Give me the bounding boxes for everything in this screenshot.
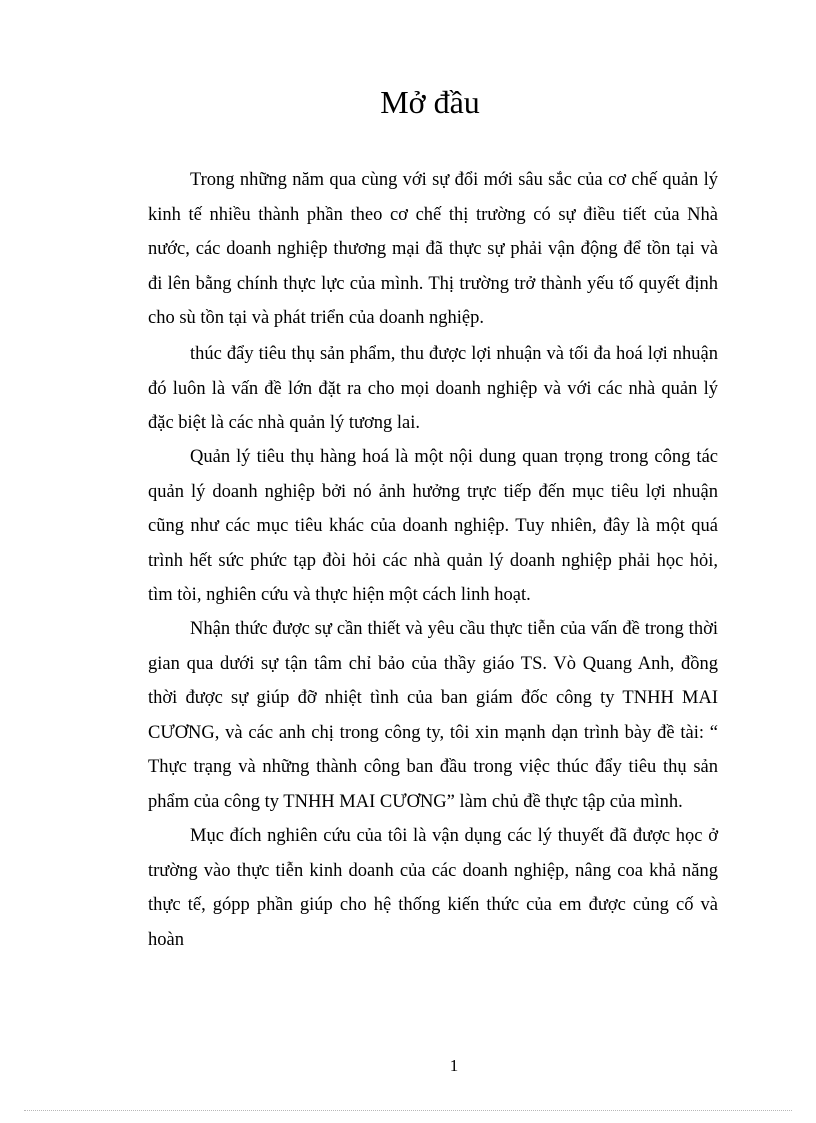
page-bottom-divider <box>24 1110 792 1111</box>
paragraph-intro: Trong những năm qua cùng với sự đổi mới sâu sắc của cơ chế quản lý kinh tế nhiều thành phần theo cơ chế thị trường có sự điều tiết của Nhà nước, các doanh nghiệp thương mại đã thực sự phải vận động để tồn tại và đi lên bằng chính thực lực của mình. Thị trường trở thành yếu tố quyết định cho sù tồn tại và phát triển của doanh nghiệp. <box>148 170 718 328</box>
page-title: Mở đầu <box>380 84 480 120</box>
page-number: 1 <box>449 1056 459 1075</box>
paragraph-sales-promotion: thúc đẩy tiêu thụ sản phẩm, thu được lợi nhuận và tối đa hoá lợi nhuận đó luôn là vấn đề lớn đặt ra cho mọi doanh nghiệp và với các nhà quản lý đặc biệt là các nhà quản lý tương lai. <box>148 344 718 433</box>
paragraph-sales-management: Quản lý tiêu thụ hàng hoá là một nội dung quan trọng trong công tác quản lý doanh nghiệp bởi nó ảnh hưởng trực tiếp đến mục tiêu lợi nhuận cũng như các mục tiêu khác của doanh nghiệp. Tuy nhiên, đây là một quá trình hết sức phức tạp đòi hỏi các nhà quản lý doanh nghiệp phải học hỏi, tìm tòi, nghiên cứu và thực hiện một cách linh hoạt. <box>148 447 718 605</box>
paragraph-topic: Nhận thức được sự cần thiết và yêu cầu thực tiễn của vấn đề trong thời gian qua dưới sự tận tâm chỉ bảo của thầy giáo TS. Vò Quang Anh, đồng thời được sự giúp đỡ nhiệt tình của ban giám đốc công ty TNHH MAI CƯƠNG, và các anh chị trong công ty, tôi xin mạnh dạn trình bày đề tài: “ Thực trạng và những thành công ban đầu trong việc thúc đẩy tiêu thụ sản phẩm của công ty TNHH MAI CƯƠNG” làm chủ đề thực tập của mình. <box>148 619 718 812</box>
paragraph-purpose: Mục đích nghiên cứu của tôi là vận dụng các lý thuyết đã được học ở trường vào thực tiễn kinh doanh của các doanh nghiệp, nâng coa khả năng thực tế, gópp phần giúp cho hệ thống kiến thức của em được củng cố và hoàn <box>148 826 718 950</box>
